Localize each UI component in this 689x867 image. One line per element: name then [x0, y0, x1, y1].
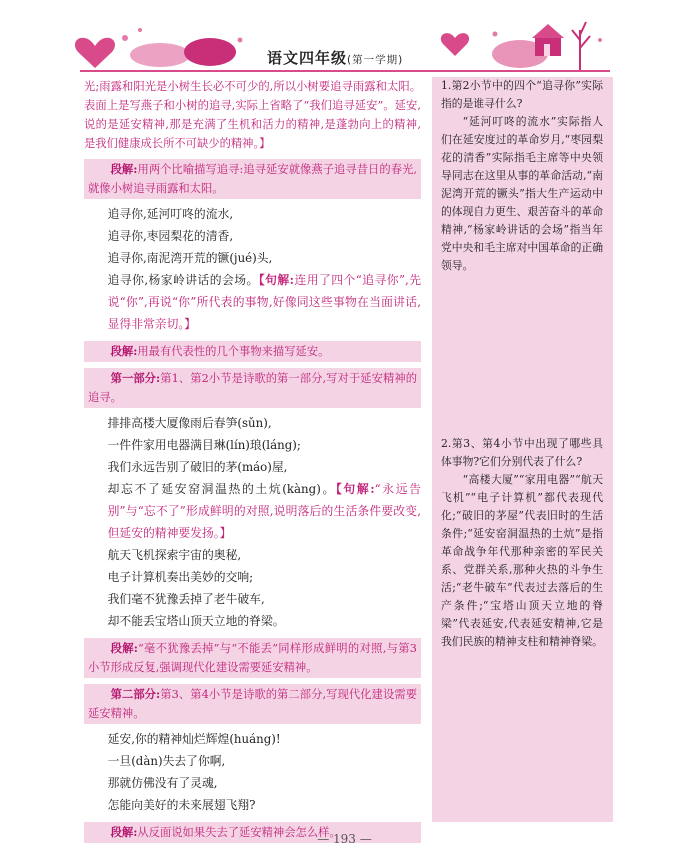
part-label: 第一部分: — [110, 371, 161, 385]
title-sub: (第一学期) — [347, 54, 404, 66]
poem-line: 航天飞机探索宇宙的奥秘, — [107, 548, 242, 562]
tree-icon — [572, 22, 590, 70]
segment-label: 段解: — [110, 825, 138, 839]
spacer — [441, 275, 603, 435]
segment-text: 从反面说如果失去了延安精神会怎么样。 — [137, 826, 341, 839]
poem-line: 一件件家用电器满目琳(lín)琅(láng); — [107, 438, 301, 452]
main-column — [84, 77, 421, 847]
segment-text: “毫不犹豫丢掉”与“不能丢”同样形成鲜明的对照,与第3小节形成反复,强调现代化建设需要延安精神。 — [88, 642, 417, 674]
title-main: 语文四年级 — [267, 49, 348, 67]
intro-paragraph: 光;雨露和阳光是小树生长必不可少的,所以小树要追寻雨露和太阳。表面上是写燕子和小树的追寻,实际上省略了“我们追寻延安”。延安,说的是延安精神,那是充满了生机和活力的精神,是蓬勃向上的精神,是我们健康成长所不可缺少的精神。】 — [84, 80, 421, 150]
poem-line: 怎能向美好的未来展翅飞翔? — [107, 798, 256, 812]
dot-icon — [138, 28, 142, 32]
segment-note-1 — [84, 159, 421, 199]
house-roof-icon — [532, 24, 564, 38]
segment-label: 段解: — [110, 162, 138, 176]
segment-label: 段解: — [110, 641, 138, 655]
answer-1: “延河叮咚的流水”实际指人们在延安度过的革命岁月,“枣园梨花的清香”实际指毛主席等中央领导同志在这里从事的革命活动,“南泥湾开荒的镢头”指大生产运动中的体现自力更生、艰苦奋斗的革命精神,“杨家岭讲话的会场”指当年党中央和毛主席对中国革命的正确领导。 — [441, 115, 603, 272]
dot-icon — [598, 38, 602, 42]
part-text: 第1、第2小节是诗歌的第一部分,写对于延安精神的追寻。 — [88, 372, 418, 404]
sentence-note-label: 【句解: — [335, 482, 375, 496]
sentence-note-text: 连用了四个“追寻你”,先说“你”,再说“你”所代表的事物,好像同这些事物在当面讲话,显得非常亲切。】 — [107, 273, 421, 331]
part-note-1 — [84, 368, 421, 408]
segment-note-3 — [84, 638, 421, 678]
dot-icon — [493, 32, 498, 37]
question-sidebar — [432, 77, 613, 822]
poem-line-with-note — [84, 269, 421, 335]
poem-line: 追寻你,南泥湾开荒的镢(jué)头, — [107, 251, 273, 265]
segment-text: 用最有代表性的几个事物来描写延安。 — [137, 345, 330, 358]
dot-icon — [238, 38, 243, 43]
question-1: 1.第2小节中的四个“追寻你”实际指的是谁寻什么? — [441, 79, 603, 110]
dot-icon — [122, 35, 128, 41]
right-heart-icon — [441, 33, 469, 56]
part-text: 第3、第4小节是诗歌的第二部分,写现代化建设需要延安精神。 — [88, 688, 418, 720]
left-cloud-icon — [130, 43, 190, 67]
left-heart-icon — [75, 38, 115, 68]
poem-line: 追寻你,枣园梨花的清香, — [107, 229, 234, 243]
segment-label: 段解: — [110, 344, 138, 358]
segment-text: 用两个比喻描写追寻:追寻延安就像燕子追寻昔日的春光,就像小树追寻雨露和太阳。 — [88, 163, 417, 195]
segment-note-2 — [84, 341, 421, 362]
sentence-note-label: 【句解: — [258, 273, 295, 287]
poem-line: 我们永远告别了破旧的茅(máo)屋, — [107, 460, 288, 474]
page-header — [0, 0, 689, 78]
poem-line: 追寻你,杨家岭讲话的会场。 — [107, 273, 259, 287]
poem-line: 却不能丢宝塔山顶天立地的脊梁。 — [107, 614, 285, 628]
poem-line: 延安,你的精神灿烂辉煌(huáng)! — [107, 732, 281, 746]
book-title — [267, 47, 403, 68]
part-note-2 — [84, 684, 421, 724]
header-divider — [80, 70, 610, 72]
part-label: 第二部分: — [110, 687, 161, 701]
sentence-note-text: “永远告别”与“忘不了”形成鲜明的对照,说明落后的生活条件要改变,但延安的精神要发扬。】 — [107, 482, 421, 540]
poem-line: 一旦(dàn)失去了你啊, — [107, 754, 226, 768]
poem-line: 排排高楼大厦像雨后春笋(sǔn), — [107, 416, 272, 430]
poem-line: 我们毫不犹豫丢掉了老牛破车, — [107, 592, 265, 606]
poem-line: 追寻你,延河叮咚的流水, — [107, 207, 234, 221]
question-2: 2.第3、第4小节中出现了哪些具体事物?它们分别代表了什么? — [441, 437, 603, 468]
poem-line-with-note — [84, 478, 421, 544]
poem-line: 电子计算机奏出美妙的交响; — [107, 570, 254, 584]
answer-2: “高楼大厦”“家用电器”“航天飞机”“电子计算机”都代表现代化;“破旧的茅屋”代表旧时的生活条件;“延安窑洞温热的土炕”是指革命战争年代那种亲密的军民关系、党群关系,那种火热的斗争生活;“老牛破车”代表过去落后的生产条件;“宝塔山顶天立地的脊梁”代表延安,代表延安精神,它是我们民族的精神支柱和精神脊梁。 — [441, 473, 603, 648]
left-blob-icon — [184, 38, 236, 66]
poem-line: 那就仿佛没有了灵魂, — [107, 776, 218, 790]
poem-line: 却忘不了延安窑洞温热的土炕(kàng)。 — [107, 482, 336, 496]
page-number: — 193 — — [317, 832, 372, 846]
